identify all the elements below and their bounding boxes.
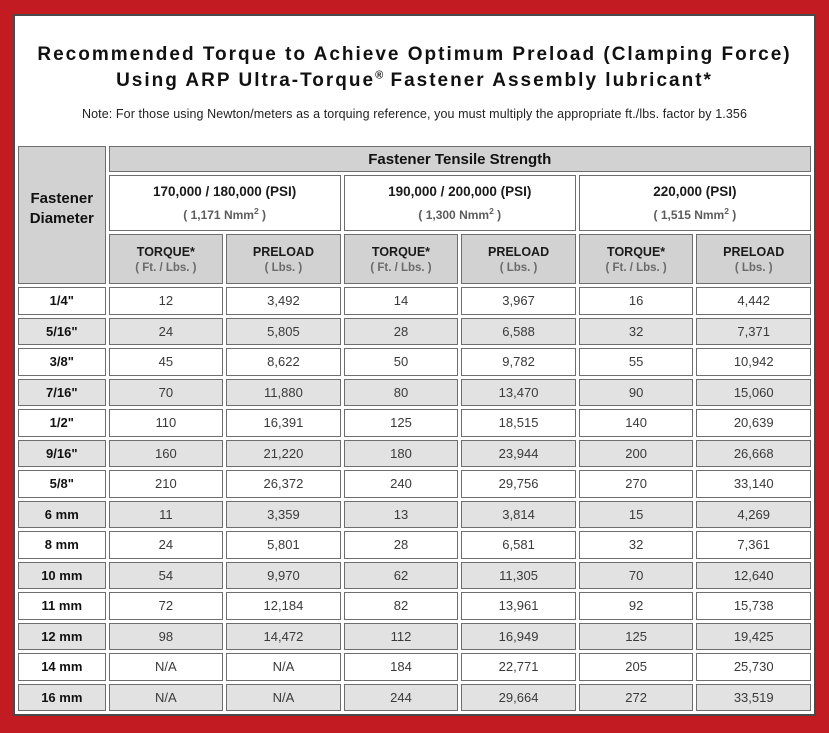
preload-value-cell: 16,391 — [226, 409, 341, 437]
preload-value-cell: 29,756 — [461, 470, 576, 498]
diameter-column-header — [18, 146, 106, 284]
page-title-line2 — [15, 68, 814, 94]
fastener-diameter-cell: 1/2" — [18, 409, 106, 437]
strength-group-header-170-180 — [109, 175, 341, 231]
preload-value-cell: 12,184 — [226, 592, 341, 620]
preload-value-cell: 21,220 — [226, 440, 341, 468]
fastener-diameter-cell: 6 mm — [18, 501, 106, 529]
table-row — [18, 531, 811, 559]
torque-value-cell: 125 — [579, 623, 694, 651]
table-row — [18, 379, 811, 407]
preload-value-cell: 23,944 — [461, 440, 576, 468]
table-row — [18, 318, 811, 346]
torque-spec-table — [15, 143, 814, 714]
preload-value-cell: 3,814 — [461, 501, 576, 529]
preload-value-cell: 18,515 — [461, 409, 576, 437]
torque-value-cell: 11 — [109, 501, 224, 529]
torque-value-cell: 80 — [344, 379, 459, 407]
preload-value-cell: 12,640 — [696, 562, 811, 590]
preload-value-cell: 26,668 — [696, 440, 811, 468]
torque-value-cell: 16 — [579, 287, 694, 315]
torque-value-cell: 240 — [344, 470, 459, 498]
preload-value-cell: 14,472 — [226, 623, 341, 651]
preload-value-cell: 25,730 — [696, 653, 811, 681]
torque-value-cell: 270 — [579, 470, 694, 498]
fastener-diameter-cell: 3/8" — [18, 348, 106, 376]
psi-label: 190,000 / 200,000 (PSI) — [388, 184, 532, 199]
preload-value-cell: 15,738 — [696, 592, 811, 620]
torque-value-cell: 55 — [579, 348, 694, 376]
preload-value-cell: 8,622 — [226, 348, 341, 376]
torque-value-cell: 272 — [579, 684, 694, 712]
table-body — [18, 287, 811, 711]
torque-value-cell: 14 — [344, 287, 459, 315]
fastener-diameter-cell: 16 mm — [18, 684, 106, 712]
fastener-diameter-cell: 11 mm — [18, 592, 106, 620]
preload-value-cell: N/A — [226, 653, 341, 681]
title-block — [15, 16, 814, 143]
torque-value-cell: 32 — [579, 318, 694, 346]
torque-value-cell: 82 — [344, 592, 459, 620]
torque-value-cell: 24 — [109, 318, 224, 346]
fastener-diameter-cell: 5/8" — [18, 470, 106, 498]
preload-value-cell: 26,372 — [226, 470, 341, 498]
torque-value-cell: 54 — [109, 562, 224, 590]
torque-value-cell: 50 — [344, 348, 459, 376]
torque-value-cell: 15 — [579, 501, 694, 529]
table-row — [18, 684, 811, 712]
torque-column-header: TORQUE* ( Ft. / Lbs. ) — [344, 234, 459, 284]
preload-value-cell: 10,942 — [696, 348, 811, 376]
table-row — [18, 348, 811, 376]
preload-value-cell: 5,805 — [226, 318, 341, 346]
preload-value-cell: 6,588 — [461, 318, 576, 346]
nmm-label: ( 1,515 Nmm$^2$ ) — [653, 206, 737, 222]
nmm-label: ( 1,300 Nmm$^2$ ) — [418, 206, 502, 222]
torque-value-cell: 98 — [109, 623, 224, 651]
torque-value-cell: 200 — [579, 440, 694, 468]
psi-label: 170,000 / 180,000 (PSI) — [152, 184, 297, 199]
preload-value-cell: 3,967 — [461, 287, 576, 315]
diameter-header-line2: Diameter — [29, 209, 94, 227]
preload-column-header: PRELOAD ( Lbs. ) — [696, 234, 811, 284]
torque-value-cell: 28 — [344, 531, 459, 559]
torque-value-cell: N/A — [109, 684, 224, 712]
preload-value-cell: 33,519 — [696, 684, 811, 712]
preload-value-cell: 19,425 — [696, 623, 811, 651]
table-row — [18, 653, 811, 681]
tensile-strength-header: Fastener Tensile Strength — [109, 146, 811, 172]
torque-value-cell: 180 — [344, 440, 459, 468]
torque-column-header: TORQUE* ( Ft. / Lbs. ) — [109, 234, 224, 284]
preload-value-cell: 3,359 — [226, 501, 341, 529]
preload-value-cell: 11,880 — [226, 379, 341, 407]
preload-value-cell: 4,269 — [696, 501, 811, 529]
title-brand-text: Using ARP Ultra-Torque — [116, 69, 376, 91]
document-panel — [13, 14, 816, 716]
psi-label: 220,000 (PSI) — [653, 184, 737, 199]
torque-value-cell: 24 — [109, 531, 224, 559]
preload-value-cell: 3,492 — [226, 287, 341, 315]
table-row — [18, 562, 811, 590]
strength-group-header-220 — [579, 175, 811, 231]
preload-value-cell: 9,970 — [226, 562, 341, 590]
fastener-diameter-cell: 5/16" — [18, 318, 106, 346]
torque-value-cell: 184 — [344, 653, 459, 681]
torque-value-cell: 110 — [109, 409, 224, 437]
torque-value-cell: 32 — [579, 531, 694, 559]
title-suffix-text: Fastener Assembly lubricant* — [383, 69, 713, 91]
table-row — [18, 287, 811, 315]
torque-value-cell: 140 — [579, 409, 694, 437]
preload-value-cell: 7,371 — [696, 318, 811, 346]
torque-value-cell: N/A — [109, 653, 224, 681]
nmm-label: ( 1,171 Nmm$^2$ ) — [183, 206, 267, 222]
fastener-diameter-cell: 1/4" — [18, 287, 106, 315]
registered-trademark-symbol: ® — [375, 69, 384, 82]
preload-value-cell: 6,581 — [461, 531, 576, 559]
torque-value-cell: 90 — [579, 379, 694, 407]
table-row — [18, 592, 811, 620]
torque-value-cell: 112 — [344, 623, 459, 651]
preload-value-cell: 33,140 — [696, 470, 811, 498]
torque-value-cell: 70 — [109, 379, 224, 407]
torque-column-header: TORQUE* ( Ft. / Lbs. ) — [579, 234, 694, 284]
torque-value-cell: 13 — [344, 501, 459, 529]
preload-value-cell: 13,470 — [461, 379, 576, 407]
preload-value-cell: 4,442 — [696, 287, 811, 315]
torque-value-cell: 125 — [344, 409, 459, 437]
table-row — [18, 409, 811, 437]
preload-value-cell: 16,949 — [461, 623, 576, 651]
torque-value-cell: 205 — [579, 653, 694, 681]
preload-column-header: PRELOAD ( Lbs. ) — [226, 234, 341, 284]
preload-value-cell: 9,782 — [461, 348, 576, 376]
torque-value-cell: 210 — [109, 470, 224, 498]
fastener-diameter-cell: 7/16" — [18, 379, 106, 407]
fastener-diameter-cell: 12 mm — [18, 623, 106, 651]
table-row — [18, 623, 811, 651]
preload-value-cell: N/A — [226, 684, 341, 712]
page-title-line1: Recommended Torque to Achieve Optimum Preload (Clamping Force) — [37, 44, 792, 65]
preload-value-cell: 11,305 — [461, 562, 576, 590]
preload-value-cell: 29,664 — [461, 684, 576, 712]
torque-value-cell: 92 — [579, 592, 694, 620]
preload-value-cell: 22,771 — [461, 653, 576, 681]
note-text: Note: For those using Newton/meters as a torquing reference, you must multiply the appropriate ft./lbs. factor by 1.356 — [81, 107, 747, 122]
preload-value-cell: 20,639 — [696, 409, 811, 437]
torque-value-cell: 45 — [109, 348, 224, 376]
preload-value-cell: 7,361 — [696, 531, 811, 559]
fastener-diameter-cell: 9/16" — [18, 440, 106, 468]
torque-value-cell: 244 — [344, 684, 459, 712]
torque-value-cell: 72 — [109, 592, 224, 620]
diameter-header-line1: Fastener — [30, 190, 94, 207]
torque-value-cell: 12 — [109, 287, 224, 315]
fastener-diameter-cell: 10 mm — [18, 562, 106, 590]
table-row — [18, 470, 811, 498]
fastener-diameter-cell: 8 mm — [18, 531, 106, 559]
table-row — [18, 440, 811, 468]
torque-value-cell: 70 — [579, 562, 694, 590]
torque-value-cell: 160 — [109, 440, 224, 468]
torque-value-cell: 28 — [344, 318, 459, 346]
preload-value-cell: 15,060 — [696, 379, 811, 407]
table-row — [18, 501, 811, 529]
torque-value-cell: 62 — [344, 562, 459, 590]
preload-column-header: PRELOAD ( Lbs. ) — [461, 234, 576, 284]
preload-value-cell: 13,961 — [461, 592, 576, 620]
fastener-diameter-cell: 14 mm — [18, 653, 106, 681]
preload-value-cell: 5,801 — [226, 531, 341, 559]
strength-group-header-190-200 — [344, 175, 576, 231]
